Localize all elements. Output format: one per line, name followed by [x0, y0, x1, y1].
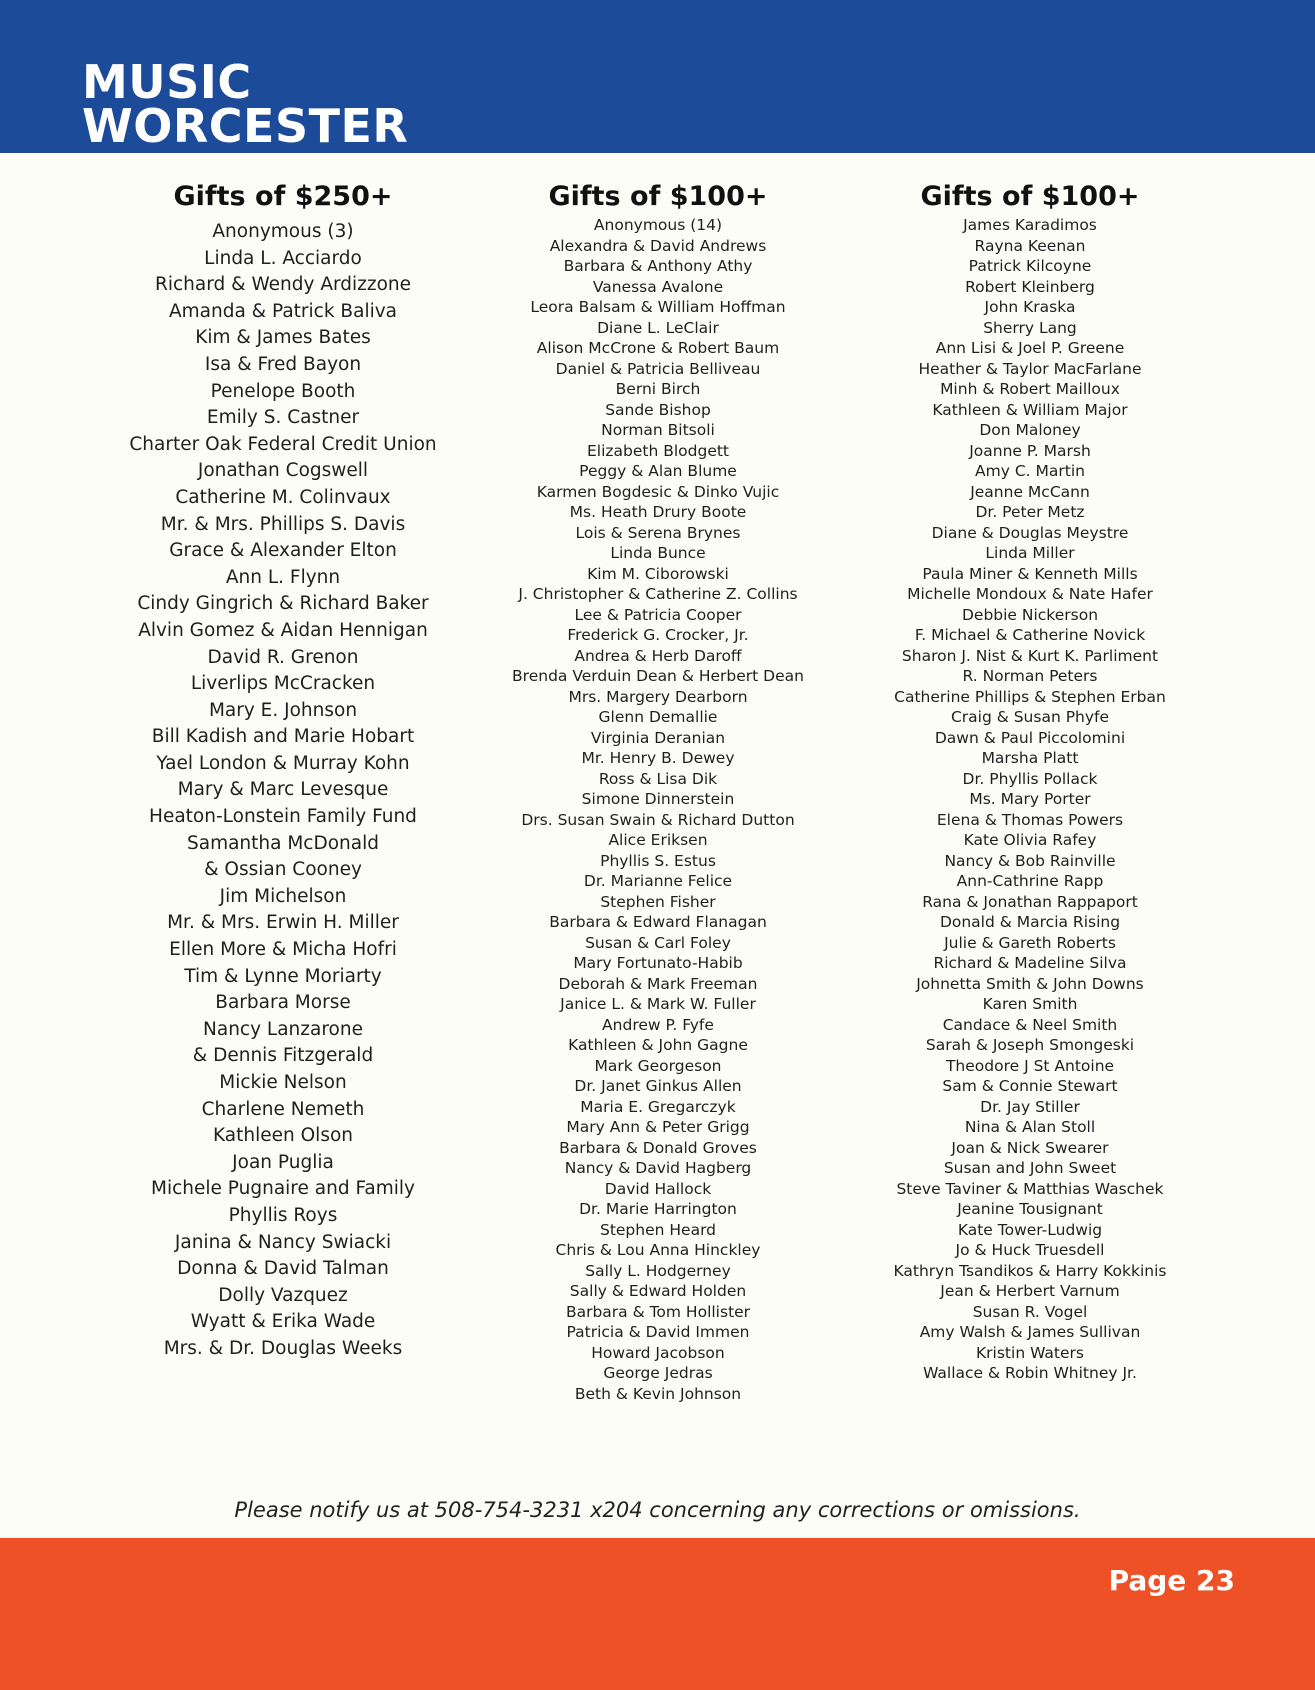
donor-name: Kristin Waters: [976, 1343, 1084, 1362]
donor-name: Leora Balsam & William Hoffman: [530, 298, 786, 316]
donor-name: David R. Grenon: [207, 646, 359, 668]
donor-name: Alexandra & David Andrews: [549, 236, 767, 255]
donor-name: Barbara & Anthony Athy: [563, 257, 753, 275]
donor-name: Joan Puglia: [232, 1151, 334, 1173]
donor-name: Dawn & Paul Piccolomini: [934, 728, 1126, 747]
donor-name: Heaton-Lonstein Family Fund: [149, 806, 417, 828]
donor-name: Virginia Deranian: [590, 728, 726, 747]
donor-name: Jonathan Cogswell: [197, 460, 369, 482]
donor-name: Kate Olivia Rafey: [963, 831, 1097, 849]
donor-name: Sarah & Joseph Smongeski: [925, 1036, 1135, 1054]
donor-name: Marsha Platt: [981, 749, 1079, 767]
donor-name: Nancy & Bob Rainville: [944, 851, 1116, 870]
donor-name: Sharon J. Nist & Kurt K. Parliment: [901, 646, 1159, 665]
donor-name: Brenda Verduin Dean & Herbert Dean: [512, 667, 804, 685]
donor-name: Wyatt & Erika Wade: [190, 1311, 376, 1333]
donor-name: Jean & Herbert Varnum: [940, 1282, 1120, 1300]
donor-name: Nina & Alan Stoll: [964, 1118, 1096, 1136]
donor-name: Ms. Mary Porter: [969, 790, 1091, 808]
donor-name: Patricia & David Immen: [566, 1323, 750, 1341]
header-bar: [0, 0, 1315, 153]
donor-name: Diane L. LeClair: [597, 318, 719, 337]
donor-name: Nancy & David Hagberg: [564, 1159, 752, 1177]
donor-name: Joanne P. Marsh: [969, 441, 1091, 460]
donor-name: Johnetta Smith & John Downs: [916, 974, 1144, 993]
donor-name: Richard & Wendy Ardizzone: [155, 274, 411, 296]
donor-name: John Kraska: [984, 298, 1076, 316]
page-number: Page 23: [1108, 1564, 1235, 1597]
donor-name: R. Norman Peters: [962, 667, 1098, 685]
donor-name: Kathleen Olson: [212, 1125, 353, 1147]
donor-name: Ms. Heath Drury Boote: [569, 503, 747, 521]
donor-name: Phyllis Roys: [228, 1204, 338, 1226]
donor-name: Donna & David Talman: [177, 1258, 389, 1280]
donor-name: Kim M. Ciborowski: [587, 564, 729, 583]
donor-name: Norman Bitsoli: [601, 421, 715, 439]
donor-name: Mark Georgeson: [594, 1056, 722, 1075]
donor-name: Karmen Bogdesic & Dinko Vujic: [536, 482, 780, 501]
donor-name: Elena & Thomas Powers: [936, 810, 1124, 829]
donor-name: Maria E. Gregarczyk: [580, 1097, 736, 1116]
donor-name: Barbara & Tom Hollister: [565, 1302, 751, 1321]
donor-name: Lee & Patricia Cooper: [574, 605, 742, 624]
donor-name: Susan & Carl Foley: [585, 933, 731, 952]
donor-name: Alice Eriksen: [608, 831, 708, 849]
donor-name: Bill Kadish and Marie Hobart: [151, 726, 415, 748]
donor-name: Minh & Robert Mailloux: [940, 380, 1120, 398]
donor-name: Dolly Vazquez: [218, 1284, 348, 1306]
donor-name: Susan and John Sweet: [943, 1159, 1117, 1177]
donor-name: Anonymous (14): [593, 216, 723, 234]
donor-name: Mrs. Margery Dearborn: [568, 687, 748, 706]
donor-name: Chris & Lou Anna Hinckley: [555, 1241, 761, 1259]
donor-name: James Karadimos: [963, 216, 1097, 234]
donor-name: Alison McCrone & Robert Baum: [536, 339, 780, 357]
donor-name: Vanessa Avalone: [592, 277, 724, 296]
donor-name: Lois & Serena Brynes: [575, 523, 741, 542]
donor-name: Theodore J St Antoine: [945, 1056, 1115, 1075]
donor-name: Anonymous (3): [212, 221, 354, 242]
donor-name: Sam & Connie Stewart: [942, 1077, 1118, 1095]
brand-line-music: MUSIC: [82, 55, 252, 109]
donor-name: Amanda & Patrick Baliva: [168, 300, 398, 322]
corrections-notice: Please notify us at 508-754-3231 x204 concerning any corrections or omissions.: [234, 1498, 1081, 1522]
donor-name: Yael London & Murray Kohn: [156, 752, 410, 774]
donor-name: Penelope Booth: [210, 380, 356, 402]
donor-name: Stephen Heard: [599, 1220, 717, 1239]
donor-name: Janice L. & Mark W. Fuller: [560, 995, 756, 1013]
donor-name: Elizabeth Blodgett: [586, 441, 730, 460]
donor-name: Kim & James Bates: [195, 327, 371, 349]
donor-name: Mr. & Mrs. Erwin H. Miller: [167, 912, 399, 934]
donor-name: Charter Oak Federal Credit Union: [129, 433, 437, 455]
donor-name: Mary Fortunato-Habib: [573, 954, 743, 972]
donor-name: Jeanine Tousignant: [957, 1200, 1103, 1218]
donor-name: Sande Bishop: [605, 400, 711, 419]
donor-name: F. Michael & Catherine Novick: [914, 626, 1146, 644]
donor-name: Candace & Neel Smith: [942, 1015, 1118, 1034]
donor-name: Berni Birch: [615, 380, 701, 398]
donor-name: Barbara & Edward Flanagan: [549, 913, 767, 931]
donor-name: Sally & Edward Holden: [569, 1282, 747, 1300]
donor-name: Don Maloney: [979, 421, 1081, 439]
donor-name: Barbara & Donald Groves: [559, 1138, 757, 1157]
donor-name: Peggy & Alan Blume: [579, 462, 737, 480]
donor-name: Dr. Phyllis Pollack: [962, 769, 1098, 788]
donor-name: Ann-Cathrine Rapp: [956, 872, 1104, 890]
donor-name: Samantha McDonald & Ossian Cooney: [186, 832, 379, 881]
donor-name: Isa & Fred Bayon: [204, 353, 362, 375]
donor-name: Charlene Nemeth: [201, 1098, 365, 1120]
donor-name: Linda L. Acciardo: [204, 247, 362, 269]
donor-name: Grace & Alexander Elton: [169, 540, 397, 562]
donor-name: Ellen More & Micha Hofri: [169, 939, 397, 961]
donor-name: Alvin Gomez & Aidan Hennigan: [138, 619, 428, 641]
donor-name: Andrew P. Fyfe: [602, 1015, 714, 1034]
donor-name: Simone Dinnerstein: [581, 790, 735, 808]
donor-name: Janina & Nancy Swiacki: [174, 1231, 392, 1253]
donor-name: Catherine Phillips & Stephen Erban: [894, 687, 1166, 706]
donor-name: Sherry Lang: [983, 318, 1077, 337]
donor-name: Michele Pugnaire and Family: [151, 1178, 415, 1200]
donor-name: Mr. Henry B. Dewey: [581, 749, 735, 767]
donor-name: Mr. & Mrs. Phillips S. Davis: [160, 513, 406, 535]
donor-name: Tim & Lynne Moriarty: [184, 965, 382, 987]
donor-name: Amy C. Martin: [975, 462, 1085, 480]
donor-name: Stephen Fisher: [600, 892, 716, 911]
donor-name: Kathleen & John Gagne: [568, 1036, 748, 1054]
donor-name: Joan & Nick Swearer: [951, 1138, 1109, 1157]
donor-name: Mickie Nelson: [219, 1072, 347, 1093]
donor-name: Kate Tower-Ludwig: [957, 1220, 1103, 1239]
donor-name: Glenn Demallie: [598, 708, 718, 726]
donor-name: Ann Lisi & Joel P. Greene: [935, 339, 1125, 357]
column-title: Gifts of $100+: [920, 181, 1140, 212]
donor-name: Craig & Susan Phyfe: [950, 708, 1110, 726]
donor-name: Daniel & Patricia Belliveau: [555, 359, 761, 378]
donor-name: Steve Taviner & Matthias Waschek: [896, 1179, 1164, 1198]
donor-name: Mary Ann & Peter Grigg: [566, 1118, 750, 1136]
footer-bar: [0, 1538, 1315, 1690]
donor-name: Ann L. Flynn: [225, 566, 341, 588]
donor-name: Linda Bunce: [610, 544, 706, 562]
donor-name: Mary & Marc Levesque: [177, 779, 389, 801]
donor-name: Jo & Huck Truesdell: [955, 1241, 1105, 1259]
donor-name: Catherine M. Colinvaux: [175, 486, 391, 508]
donor-name: Deborah & Mark Freeman: [558, 974, 758, 993]
donor-name: Julie & Gareth Roberts: [944, 933, 1116, 952]
donor-name: Mrs. & Dr. Douglas Weeks: [163, 1337, 403, 1359]
donor-name: Amy Walsh & James Sullivan: [919, 1323, 1141, 1341]
donor-name: Robert Kleinberg: [965, 277, 1095, 296]
donor-list: [83, 219, 483, 1363]
donor-name: David Hallock: [604, 1179, 712, 1198]
donor-name: Rana & Jonathan Rappaport: [922, 892, 1138, 911]
donor-name: Karen Smith: [982, 995, 1078, 1013]
donor-name: Ross & Lisa Dik: [598, 769, 718, 788]
donor-name: Donald & Marcia Rising: [939, 913, 1121, 931]
donor-name: Dr. Peter Metz: [975, 503, 1085, 521]
donor-name: Linda Miller: [985, 544, 1075, 562]
donor-name: Paula Miner & Kenneth Mills: [922, 564, 1138, 583]
donor-name: Cindy Gingrich & Richard Baker: [137, 593, 429, 615]
donor-name: Sally L. Hodgerney: [585, 1261, 731, 1280]
donor-name: Phyllis S. Estus: [600, 851, 716, 870]
donor-list: [458, 215, 858, 1404]
donor-name: Richard & Madeline Silva: [933, 954, 1127, 972]
donor-name: Michelle Mondoux & Nate Hafer: [907, 585, 1153, 603]
donor-name: Jeanne McCann: [970, 482, 1090, 501]
donor-name: Diane & Douglas Meystre: [931, 523, 1129, 542]
donor-name: Mary E. Johnson: [208, 699, 358, 721]
donor-name: Kathleen & William Major: [932, 400, 1128, 419]
column-title: Gifts of $100+: [548, 181, 768, 212]
donor-column-250: [83, 180, 483, 1363]
donor-name: Nancy Lanzarone & Dennis Fitzgerald: [192, 1018, 374, 1067]
donor-name: Debbie Nickerson: [961, 605, 1099, 624]
brand-line-worcester: WORCESTER: [82, 99, 409, 153]
donor-name: Wallace & Robin Whitney Jr.: [923, 1364, 1137, 1382]
donor-name: Dr. Marie Harrington: [579, 1200, 737, 1218]
donor-name: Frederick G. Crocker, Jr.: [567, 626, 749, 644]
column-title: Gifts of $250+: [173, 181, 393, 212]
donor-name: Jim Michelson: [219, 885, 347, 907]
donor-name: Andrea & Herb Daroff: [574, 646, 742, 665]
brand-logo: [82, 55, 409, 153]
donor-name: J. Christopher & Catherine Z. Collins: [518, 585, 798, 603]
donor-name: George Jedras: [603, 1364, 713, 1382]
donor-name: Rayna Keenan: [974, 236, 1086, 255]
donor-name: Dr. Jay Stiller: [980, 1097, 1080, 1116]
donor-name: Emily S. Castner: [206, 407, 360, 429]
donor-name: Barbara Morse: [215, 992, 351, 1014]
donor-name: Susan R. Vogel: [972, 1302, 1088, 1321]
donor-name: Howard Jacobson: [591, 1343, 725, 1362]
donor-name: Dr. Marianne Felice: [583, 872, 733, 890]
donor-name: Kathryn Tsandikos & Harry Kokkinis: [893, 1261, 1167, 1280]
donor-name: Patrick Kilcoyne: [968, 257, 1092, 275]
donor-name: Drs. Susan Swain & Richard Dutton: [521, 810, 795, 829]
donor-list: [830, 215, 1230, 1384]
donor-name: Heather & Taylor MacFarlane: [918, 359, 1142, 378]
donor-name: Liverlips McCracken: [190, 673, 376, 695]
donor-name: Beth & Kevin Johnson: [574, 1384, 742, 1403]
donor-column-100-b: [830, 180, 1230, 1384]
donor-name: Dr. Janet Ginkus Allen: [574, 1077, 742, 1095]
donor-column-100-a: [458, 180, 858, 1404]
